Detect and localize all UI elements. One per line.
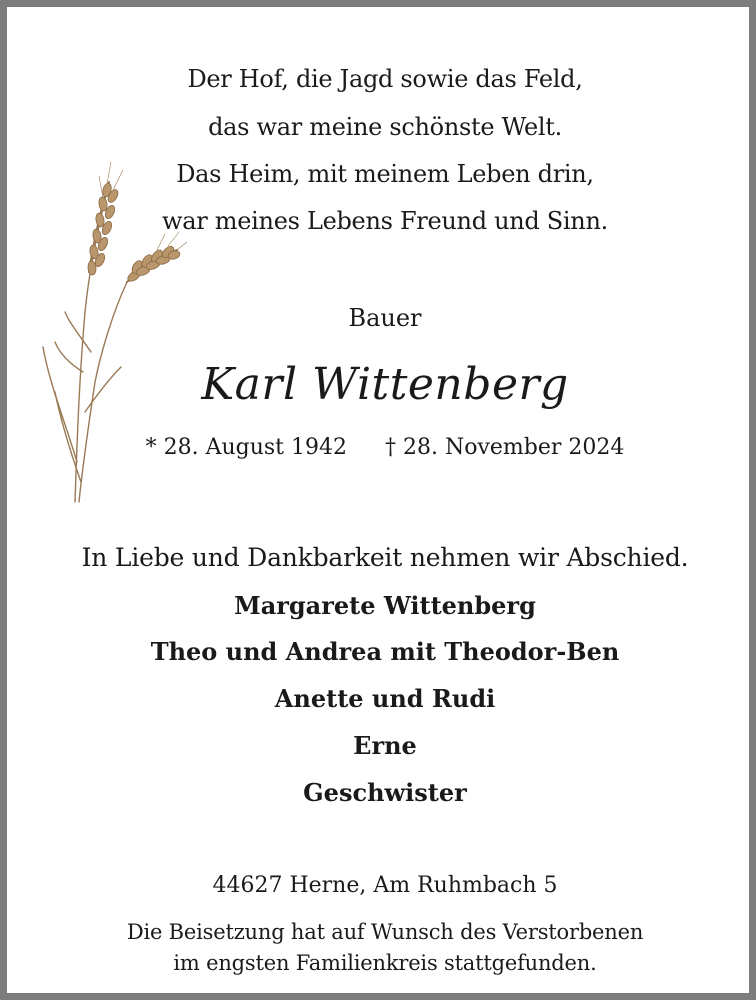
address: 44627 Herne, Am Ruhmbach 5 (212, 873, 558, 898)
deceased-name: Karl Wittenberg (201, 359, 569, 410)
burial-note-line-2: im engsten Familienkreis stattgefunden. (173, 951, 597, 975)
poem-line-2: das war meine schönste Welt. (208, 113, 562, 141)
poem-line-1: Der Hof, die Jagd sowie das Feld, (187, 65, 583, 93)
mourner-4: Erne (353, 731, 417, 760)
death-date: † 28. November 2024 (385, 435, 625, 460)
burial-note-line-1: Die Beisetzung hat auf Wunsch des Verstorbenen (126, 920, 644, 944)
poem-line-4: war meines Lebens Freund und Sinn. (162, 207, 608, 235)
mourner-2: Theo und Andrea mit Theodor-Ben (150, 637, 620, 666)
birth-date: * 28. August 1942 (145, 435, 347, 460)
poem-line-3: Das Heim, mit meinem Leben drin, (176, 160, 594, 188)
farewell-text: In Liebe und Dankbarkeit nehmen wir Abschied. (81, 543, 689, 572)
life-dates (7, 435, 756, 460)
occupation: Bauer (348, 304, 422, 332)
mourner-5: Geschwister (303, 778, 467, 807)
mourner-1: Margarete Wittenberg (234, 591, 536, 620)
mourner-3: Anette und Rudi (274, 684, 496, 713)
